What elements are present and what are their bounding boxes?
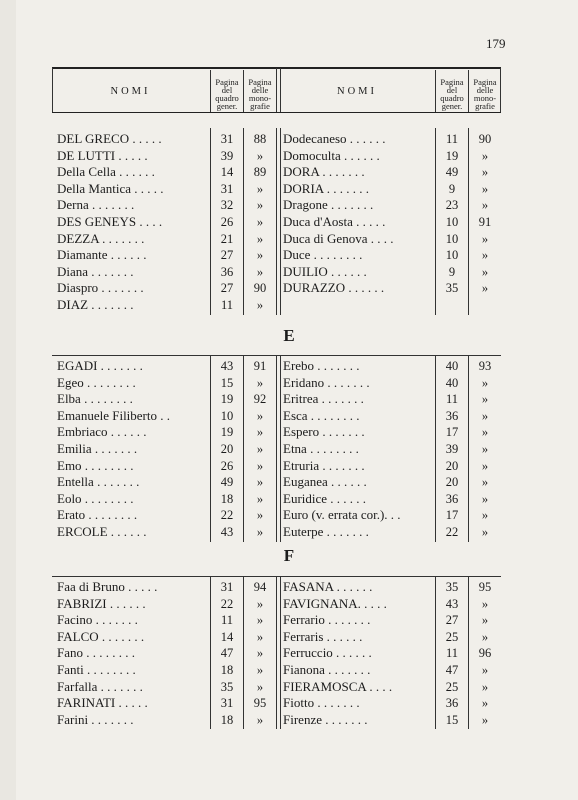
entry-quadro-page: 36 [445,696,459,711]
entry-quadro-page: 22 [220,596,234,611]
entry-name: DES GENEYS . . . . [57,214,163,229]
entry-monografie-page: » [256,663,264,677]
entry-monografie-page: » [256,198,264,213]
page-number: 179 [486,36,506,51]
entry-quadro-page: 25 [445,629,459,644]
section-letter: E [283,326,295,345]
entry-monografie-page: » [481,375,489,390]
entry-name: Diaspro . . . . . . . [57,280,144,296]
entry-monografie-page: 95 [478,580,492,594]
entry-name: Firenze . . . . . . . [283,711,368,727]
entry-name: Euro (v. errata cor.). . . [283,507,401,523]
entry-quadro-page: 11 [445,392,459,407]
entry-name: Etna . . . . . . . . [283,441,359,456]
entry-monografie-page: » [256,264,264,279]
entry-name: Espero . . . . . . . [283,424,365,440]
entry-name: DORA . . . . . . . [283,164,365,180]
entry-monografie-page: » [481,248,489,263]
entry-name: Emanuele Filiberto . . [57,407,171,423]
entry-monografie-page: » [256,215,264,229]
entry-quadro-page: 47 [445,663,459,677]
entry-name: Ferrario . . . . . . . [283,612,371,628]
center-divider [276,576,281,729]
entry-name: Fianona . . . . . . . [283,662,371,677]
entry-name: Eolo . . . . . . . . [57,490,134,506]
entry-monografie-page: » [481,425,489,440]
entry-name: Farfalla . . . . . . . [57,678,143,694]
entry-quadro-page: 17 [445,508,459,523]
entry-monografie-page: » [481,165,489,180]
entry-monografie-page: » [256,525,264,539]
entry-monografie-page: » [481,198,489,213]
entry-name: DUILIO . . . . . . [283,263,367,279]
entry-quadro-page: 19 [220,425,234,440]
entry-quadro-page: 14 [220,629,234,644]
column-divider [435,70,436,112]
entry-monografie-page: » [481,264,489,279]
entry-quadro-page: 31 [220,696,234,711]
entry-quadro-page: 40 [445,359,459,373]
entry-name: Fano . . . . . . . . [57,645,135,661]
entry-monografie-page: » [481,712,489,727]
entry-name: FIERAMOSCA . . . . [283,678,393,694]
entry-name: Della Mantica . . . . . [57,180,164,196]
entry-monografie-page: » [256,679,264,694]
entry-name: Eridano . . . . . . . [283,374,370,390]
column-divider [210,70,211,112]
entry-name: Euridice . . . . . . [283,490,367,506]
entry-name: Dodecaneso . . . . . . [283,131,386,146]
entry-quadro-page: 17 [445,425,459,440]
entry-monografie-page: » [256,375,264,390]
entry-name: Embriaco . . . . . . [57,424,147,440]
entry-quadro-page: 43 [220,359,234,373]
entry-name: Erato . . . . . . . . [57,507,138,523]
entry-quadro-page: 11 [220,298,234,312]
entry-quadro-page: 40 [445,375,459,390]
entry-monografie-page: 91 [253,359,267,373]
entry-monografie-page: » [256,425,264,440]
entry-quadro-page: 35 [445,580,459,594]
entry-name: Duce . . . . . . . . [283,247,363,263]
entry-quadro-page: 10 [445,248,459,263]
entry-quadro-page: 9 [448,264,456,279]
entry-name: Eritrea . . . . . . . [283,391,364,407]
entry-name: Diana . . . . . . . [57,263,134,279]
entry-monografie-page: » [256,298,264,312]
entry-name: Etruria . . . . . . . [283,457,365,473]
entry-name: Entella . . . . . . . [57,474,140,490]
entry-name: DEZZA . . . . . . . [57,230,145,246]
entry-monografie-page: 93 [478,359,492,373]
entry-quadro-page: 11 [445,646,459,661]
entry-quadro-page: 26 [220,215,234,229]
entry-name: Ferraris . . . . . . [283,628,363,644]
entry-name: Duca d'Aosta . . . . . [283,214,386,229]
entry-name: EGADI . . . . . . . [57,358,143,373]
entry-name: FARINATI . . . . . [57,695,148,711]
entry-quadro-page: 43 [445,596,459,611]
entry-quadro-page: 27 [220,281,234,296]
entry-quadro-page: 18 [220,712,234,727]
entry-name: Fiotto . . . . . . . [283,695,360,711]
entry-quadro-page: 32 [220,198,234,213]
entry-monografie-page: » [481,508,489,523]
entry-monografie-page: » [256,613,264,628]
center-divider [276,128,281,315]
entry-monografie-page: » [256,491,264,506]
entry-quadro-page: 19 [220,392,234,407]
entry-quadro-page: 10 [445,215,459,229]
entry-name: ERCOLE . . . . . . [57,524,147,539]
entry-name: Fanti . . . . . . . . [57,662,136,677]
entry-monografie-page: 90 [253,281,267,296]
entry-name: DE LUTTI . . . . . [57,147,148,163]
header-monografie-right: Pagina delle mono-grafie [473,77,497,111]
entry-monografie-page: » [256,148,264,163]
entry-monografie-page: » [256,596,264,611]
header-quadro-left: Pagina del quadro gener. [215,77,239,111]
entry-name: Della Cella . . . . . . [57,164,155,180]
column-divider [52,68,53,112]
entry-name: DIAZ . . . . . . . [57,297,134,312]
entry-quadro-page: 20 [445,458,459,473]
entry-monografie-page: » [256,442,264,456]
entry-monografie-page: 92 [253,392,267,407]
entry-monografie-page: 90 [478,132,492,146]
entry-monografie-page: » [481,408,489,423]
entry-monografie-page: » [256,508,264,523]
section-letter: F [283,546,295,565]
header-nomi-right: NOMI [337,86,377,97]
entry-monografie-page: » [256,475,264,490]
entry-name: Emo . . . . . . . . [57,457,134,473]
entry-quadro-page: 18 [220,663,234,677]
entry-quadro-page: 22 [445,525,459,539]
entry-monografie-page: » [481,679,489,694]
entry-monografie-page: » [481,392,489,407]
entry-monografie-page: 95 [253,696,267,711]
entry-name: FALCO . . . . . . . [57,628,145,644]
column-divider [468,70,469,112]
entry-quadro-page: 9 [448,181,456,196]
entry-quadro-page: 36 [220,264,234,279]
entry-name: FAVIGNANA. . . . . [283,595,387,611]
column-divider [243,70,244,112]
entry-quadro-page: 22 [220,508,234,523]
entry-quadro-page: 49 [445,165,459,180]
entry-name: FABRIZI . . . . . . [57,595,146,611]
entry-monografie-page: 88 [253,132,267,146]
entry-quadro-page: 36 [445,408,459,423]
column-divider [276,68,281,112]
entry-quadro-page: 36 [445,491,459,506]
entry-quadro-page: 21 [220,231,234,246]
entry-monografie-page: » [256,231,264,246]
entry-monografie-page: » [256,458,264,473]
entry-monografie-page: » [256,629,264,644]
entry-monografie-page: » [481,181,489,196]
entry-quadro-page: 31 [220,181,234,196]
entry-name: Euterpe . . . . . . . [283,524,369,539]
entry-name: DEL GRECO . . . . . [57,131,162,146]
entry-quadro-page: 47 [220,646,234,661]
entry-quadro-page: 27 [445,613,459,628]
entry-name: Ferruccio . . . . . . [283,645,372,661]
entry-monografie-page: » [481,596,489,611]
header-nomi-left: NOMI [110,86,151,97]
entry-quadro-page: 39 [445,442,459,456]
entry-name: Diamante . . . . . . [57,247,147,263]
entry-name: Duca di Genova . . . . [283,230,394,246]
entry-quadro-page: 11 [220,613,234,628]
entry-quadro-page: 15 [220,375,234,390]
entry-monografie-page: » [481,442,489,456]
entry-name: Euganea . . . . . . [283,474,367,490]
header-bottom-rule [52,112,501,113]
entry-monografie-page: 91 [478,215,492,229]
entry-quadro-page: 26 [220,458,234,473]
entry-quadro-page: 43 [220,525,234,539]
entry-quadro-page: 11 [445,132,459,146]
entry-quadro-page: 18 [220,491,234,506]
entry-quadro-page: 14 [220,165,234,180]
entry-monografie-page: » [481,696,489,711]
entry-quadro-page: 39 [220,148,234,163]
entry-monografie-page: » [481,613,489,628]
entry-monografie-page: 94 [253,580,267,594]
entry-monografie-page: » [256,408,264,423]
entry-name: DURAZZO . . . . . . [283,280,385,296]
entry-name: Facino . . . . . . . [57,612,138,628]
entry-name: DORIA . . . . . . . [283,180,369,196]
entry-quadro-page: 10 [445,231,459,246]
column-divider [500,68,501,112]
entry-quadro-page: 20 [220,442,234,456]
entry-monografie-page: » [481,491,489,506]
entry-quadro-page: 31 [220,580,234,594]
entry-name: Elba . . . . . . . . [57,391,133,407]
entry-quadro-page: 35 [445,281,459,296]
entry-name: Farini . . . . . . . [57,711,134,727]
entry-quadro-page: 10 [220,408,234,423]
entry-quadro-page: 49 [220,475,234,490]
entry-name: FASANA . . . . . . [283,579,373,594]
entry-monografie-page: » [481,525,489,539]
entry-monografie-page: » [256,646,264,661]
entry-quadro-page: 19 [445,148,459,163]
entry-monografie-page: » [256,712,264,727]
entry-monografie-page: » [481,281,489,296]
entry-name: Domoculta . . . . . . [283,147,380,163]
entry-monografie-page: 89 [253,165,267,180]
entry-name: Esca . . . . . . . . [283,407,360,423]
center-divider [276,355,281,542]
entry-name: Egeo . . . . . . . . [57,374,136,390]
entry-name: Dragone . . . . . . . [283,197,374,213]
entry-name: Erebo . . . . . . . [283,358,360,373]
entry-monografie-page: » [481,629,489,644]
entry-monografie-page: » [256,181,264,196]
entry-quadro-page: 35 [220,679,234,694]
header-monografie-left: Pagina delle mono-grafie [248,77,272,111]
entry-quadro-page: 23 [445,198,459,213]
entry-quadro-page: 31 [220,132,234,146]
entry-monografie-page: 96 [478,646,492,661]
header-quadro-right: Pagina del quadro gener. [440,77,464,111]
entry-name: Faa di Bruno . . . . . [57,579,158,594]
entry-name: Derna . . . . . . . [57,197,135,213]
entry-name: Emilia . . . . . . . [57,441,138,456]
entry-quadro-page: 15 [445,712,459,727]
entry-quadro-page: 25 [445,679,459,694]
entry-monografie-page: » [481,475,489,490]
entry-monografie-page: » [481,663,489,677]
entry-monografie-page: » [481,148,489,163]
entry-monografie-page: » [481,231,489,246]
entry-quadro-page: 27 [220,248,234,263]
entry-monografie-page: » [481,458,489,473]
entry-monografie-page: » [256,248,264,263]
entry-quadro-page: 20 [445,475,459,490]
